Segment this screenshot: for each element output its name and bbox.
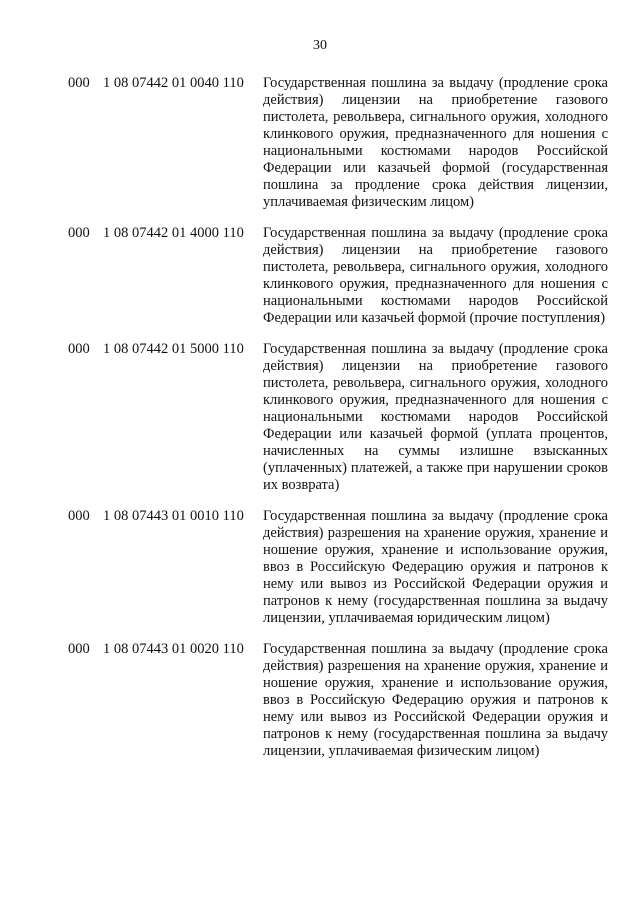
kbk-code: 1 08 07442 01 5000 110	[103, 341, 244, 357]
kbk-entry	[68, 225, 608, 327]
entry-description: Государственная пошлина за выдачу (продление срока действия) разрешения на хранение оружия, хранение и ношение оружия, хранение и использование оружия, ввоз в Российскую Федерацию оружия и патронов к нему или вывоз из Российской Федерации оружия и патронов к нему (государственная пошлина за выдачу лицензии, уплачиваемая юридическим лицом)	[263, 508, 608, 626]
page-number: 30	[313, 38, 327, 53]
kbk-entry	[68, 75, 608, 211]
kbk-entry	[68, 341, 608, 494]
kbk-code: 1 08 07443 01 0020 110	[103, 641, 244, 657]
kbk-code: 1 08 07442 01 4000 110	[103, 225, 244, 241]
admin-code: 000	[68, 508, 90, 524]
entry-description: Государственная пошлина за выдачу (продление срока действия) разрешения на хранение оружия, хранение и ношение оружия, хранение и использование оружия, ввоз в Российскую Федерацию оружия и патронов к нему или вывоз из Российской Федерации оружия и патронов к нему (государственная пошлина за выдачу лицензии, уплачиваемая физическим лицом)	[263, 641, 608, 759]
kbk-code: 1 08 07443 01 0010 110	[103, 508, 244, 524]
kbk-entry	[68, 641, 608, 760]
entry-description: Государственная пошлина за выдачу (продление срока действия) лицензии на приобретение газового пистолета, револьвера, сигнального оружия, холодного клинкового оружия, предназначенного для ношения с национальными костюмами народов Российской Федерации или казачьей формой (прочие поступления)	[263, 225, 608, 326]
admin-code: 000	[68, 341, 90, 357]
kbk-code: 1 08 07442 01 0040 110	[103, 75, 244, 91]
kbk-entry	[68, 508, 608, 627]
entry-description: Государственная пошлина за выдачу (продление срока действия) лицензии на приобретение газового пистолета, револьвера, сигнального оружия, холодного клинкового оружия, предназначенного для ношения с национальными костюмами народов Российской Федерации или казачьей формой (уплата процентов, начисленных на суммы излишне взысканных (уплаченных) платежей, а также при нарушении сроков их возврата)	[263, 341, 608, 493]
kbk-entries-list	[68, 75, 608, 774]
admin-code: 000	[68, 225, 90, 241]
entry-description: Государственная пошлина за выдачу (продление срока действия) лицензии на приобретение газового пистолета, револьвера, сигнального оружия, холодного клинкового оружия, предназначенного для ношения с национальными костюмами народов Российской Федерации или казачьей формой (государственная пошлина за продление срока действия лицензии, уплачиваемая физическим лицом)	[263, 75, 608, 210]
admin-code: 000	[68, 75, 90, 91]
admin-code: 000	[68, 641, 90, 657]
